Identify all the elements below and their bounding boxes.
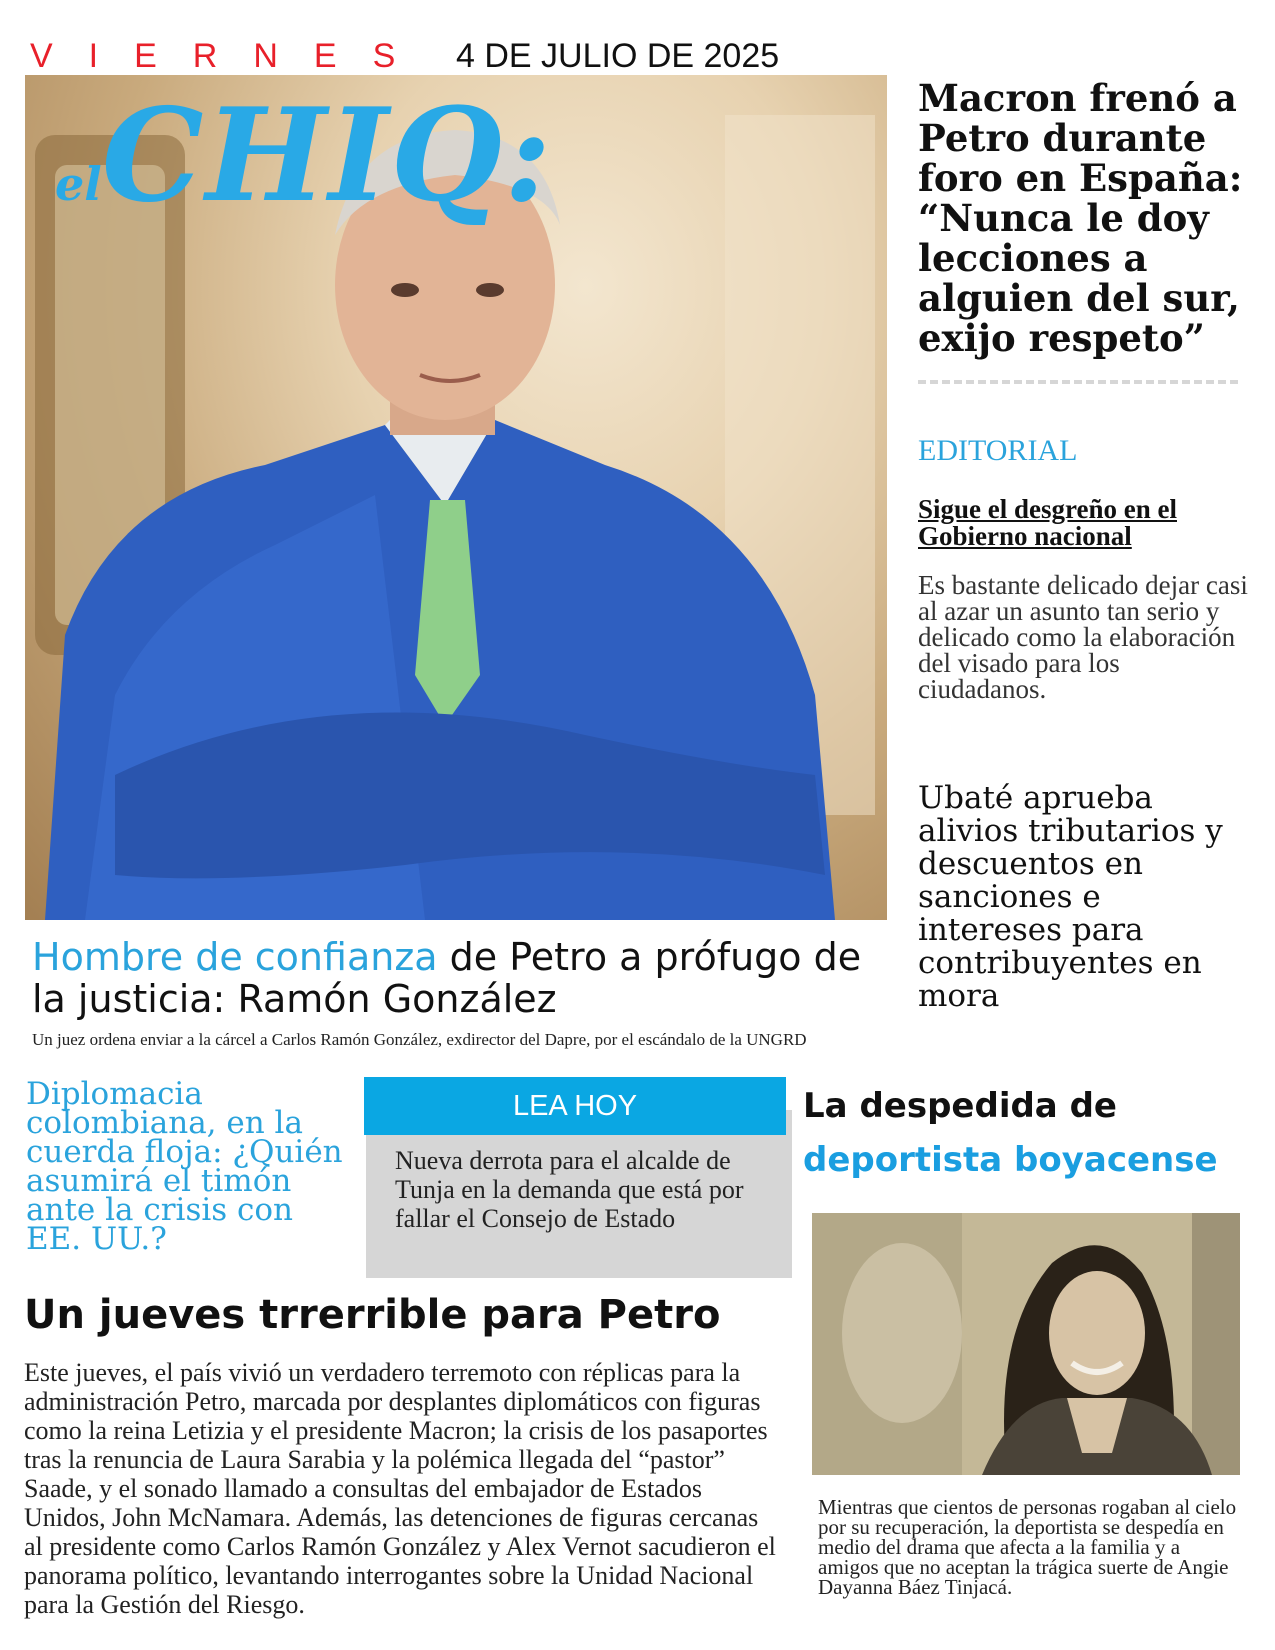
macron-headline[interactable]: Macron frenó a Petro durante foro en España: “Nunca le doy lecciones a alguien del sur, exijo respeto” <box>918 76 1243 360</box>
editorial-label: EDITORIAL <box>918 434 1078 467</box>
main-caption: Un juez ordena enviar a la cárcel a Carlos Ramón González, exdirector del Dapre, por el escándalo de la UNGRD <box>32 1030 807 1049</box>
masthead-logo <box>55 81 554 231</box>
weekday-label: VIERNES <box>30 37 432 75</box>
article-body: Este jueves, el país vivió un verdadero terremoto con réplicas para la administración Petro, marcada por desplantes diplomáticos con figuras como la reina Letizia y el presidente Macron; la crisis de los pasaportes tras la renuncia de Laura Sarabia y la polémica llegada del “pastor” Saade, y el sonado llamado a consultas del embajador de Estados Unidos, John McNamara. Además, las detenciones de figuras cercanas al presidente como Carlos Ramón González y Alex Vernot sacudieron el panorama político, levantando interrogantes sobre la Unidad Nacional para la Gestión del Riesgo. <box>24 1358 776 1619</box>
lea-hoy-text[interactable]: Nueva derrota para el alcalde de Tunja en la demanda que está por fallar el Consejo de Estado <box>395 1146 744 1233</box>
section-divider <box>918 380 1238 384</box>
issue-date: 4 DE JULIO DE 2025 <box>456 37 780 75</box>
diplomacia-headline[interactable]: Diplomacia colombiana, en la cuerda floja: ¿Quién asumirá el timón ante la crisis con EE. UU.? <box>26 1076 343 1257</box>
despedida-text: Mientras que cientos de personas rogaban al cielo por su recuperación, la deportista se despedía en medio del drama que afecta a la familia y a amigos que no aceptan la trágica suerte de Angie Dayanna Báez Tinjacá. <box>818 1495 1237 1599</box>
masthead-prefix: el <box>55 157 102 211</box>
lea-hoy-label: LEA HOY <box>364 1077 786 1135</box>
main-headline-accent: Hombre de confianza <box>32 935 438 979</box>
editorial-text: Es bastante delicado dejar casi al azar un asunto tan serio y delicado como la elaboración del visado para los ciudadanos. <box>918 570 1248 704</box>
despedida-title-line2[interactable]: deportista boyacense <box>803 1140 1218 1180</box>
editorial-title[interactable]: Sigue el desgreño en el Gobierno nacional <box>918 494 1177 551</box>
article-title[interactable]: Un jueves trrerrible para Petro <box>24 1292 721 1338</box>
main-headline[interactable] <box>32 936 882 1020</box>
masthead-name: CHIQ: <box>101 81 554 231</box>
ubate-headline[interactable]: Ubaté aprueba alivios tributarios y descuentos en sanciones e intereses para contribuyentes en mora <box>918 780 1223 1014</box>
despedida-title-line1[interactable]: La despedida de <box>803 1086 1117 1126</box>
main-headline-rest: de Petro a prófugo de la justicia: Ramón González <box>32 935 862 1021</box>
despedida-photo <box>812 1213 1240 1475</box>
